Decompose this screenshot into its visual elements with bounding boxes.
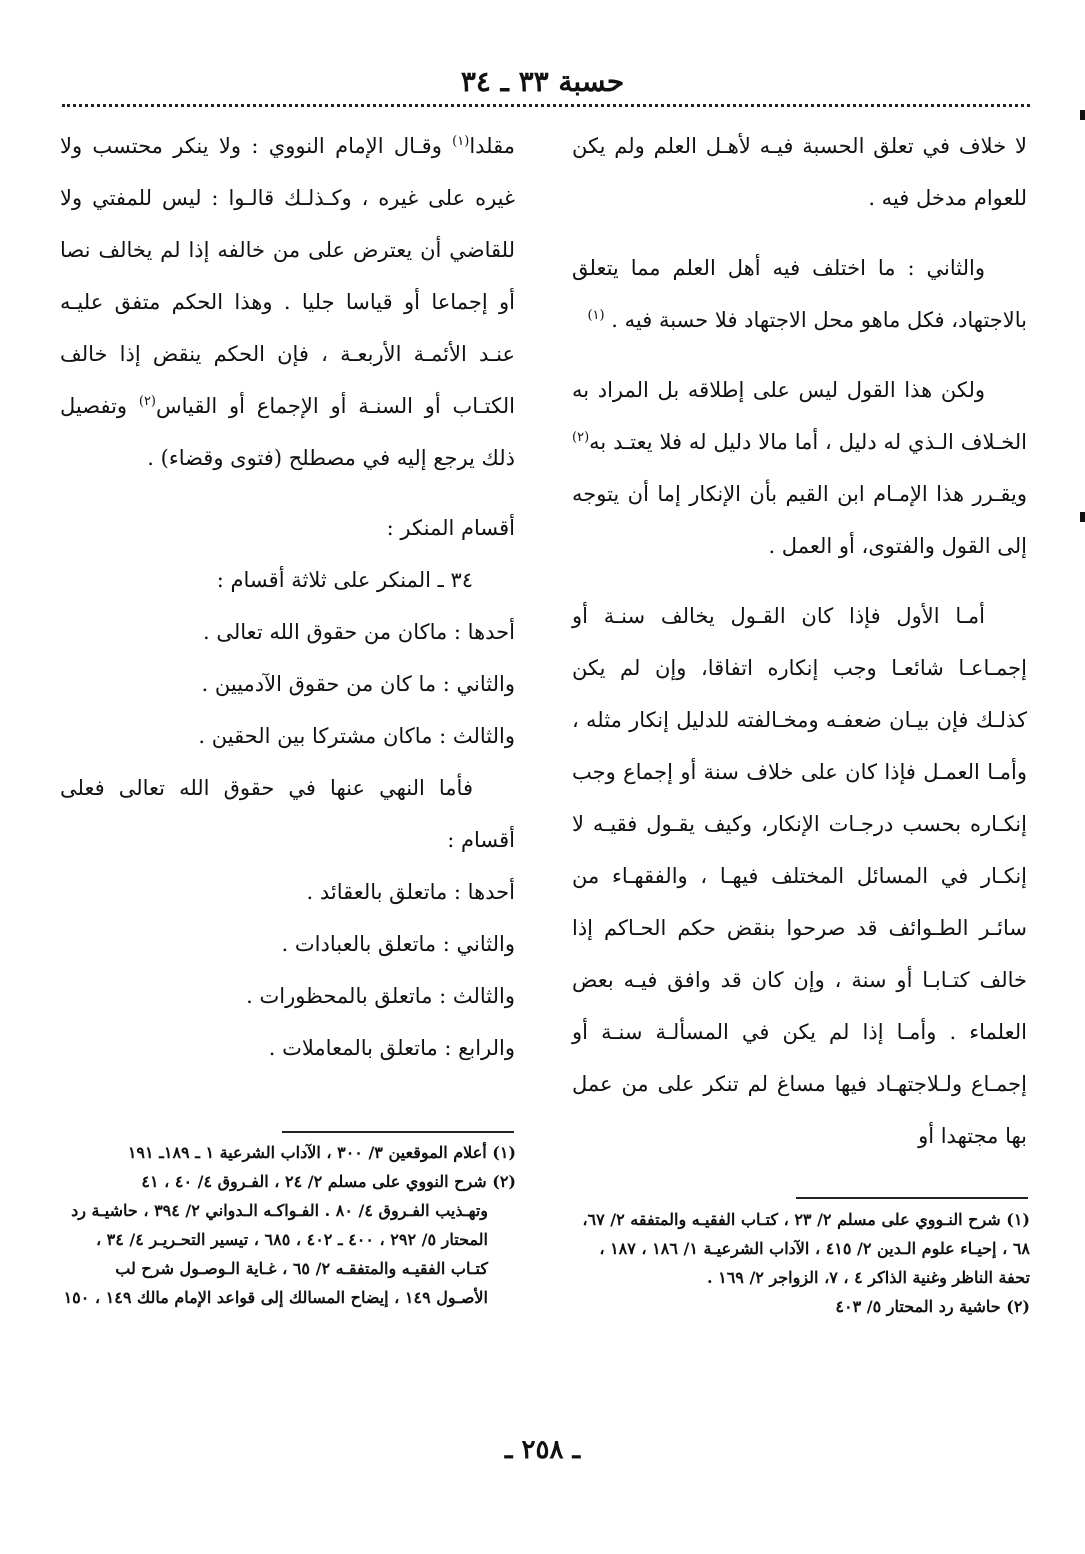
list-item: والثاني : ما كان من حقوق الآدميين . [201,672,515,696]
paragraph: لا خلاف في تعلق الحسبة فيـه لأهـل العلم ولم يكن للعوام مدخل فيه . [572,134,1027,210]
list-item: والثالث : ماتعلق بالمحظورات . [246,984,515,1008]
footnote: (١) شرح النـووي على مسلم ٢/ ٢٣ ، كتـاب الفقيـه والمتفقه ٢/ ٦٧، ٦٨ ، إحيـاء علوم الـدين ٢/ ٤١٥ ، الآداب الشرعيـة ١/ ١٨٦ ، ١٨٧ ، تحفة الناظر وغنية الذاكر ٤ ، ٧، الزواجر ٢/ ١٦٩ . [582,1210,1030,1287]
list-item: أحدها : ماكان من حقوق الله تعالى . [203,620,515,644]
list-item: والرابع : ماتعلق بالمعاملات . [268,1036,515,1060]
list-item: والثاني : ماتعلق بالعبادات . [281,932,515,956]
paragraph: أمـا الأول فإذا كان القـول يخالف سنـة أو إجمـاعـا شائعـا وجب إنكاره اتفاقا، وإن لم يكن كذلـك فإن بيـان ضعفـه ومخـالفته للدليل إنكار مثله ، وأمـا العمـل فإذا كان على خلاف سنة أو إجماع وجب إنكـاره بحسب درجـات الإنكار، وكيف يقـول فقيـه لا إنكـار في المسائل المختلف فيهـا ، والفقهـاء من سائـر الطـوائف قد صرحوا بنقض حكم الحـاكم إذا خالف كتـابـا أو سنة ، وإن كان قد وافق فيـه بعض العلماء . وأمـا إذا لم يكن في المسألـة سنـة أو إجمـاع ولـلاجتهـاد فيها مساغ لم تنكر على من عمل بها مجتهدا أو [572,604,1027,1148]
footnotes-left [60,1138,516,1312]
footnote-ref: (٢) [138,394,156,409]
list-item: أحدها : ماتعلق بالعقائد . [306,880,515,904]
list-item: والثالث : ماكان مشتركا بين الحقين . [198,724,515,748]
paragraph: ولكن هذا القول ليس على إطلاقه بل المراد به الخـلاف الـذي له دليل ، أما مالا دليل له فلا يعتـد به$^{(٢)}$ ويقـرر هذا الإمـام ابن القيم بأن الإنكار إما أن يتوجه إلى القول والفتوى، أو العمل . [572,378,1027,558]
footnote-rule [796,1197,1028,1199]
footnote: وتهـذيب الفـروق ٤/ ٨٠ . الفـواكـه الـدواني ٢/ ٣٩٤ ، حاشيـة رد المحتار ٥/ ٢٩٢ ، ٤٠٠ ـ ٤٠٢ ، ٦٨٥ ، تيسير التحـريـر ٤/ ٣٤ ، كتـاب الفقيـه والمتفقـه ٢/ ٦٥ ، غـاية الـوصـول شرح لب الأصـول ١٤٩ ، إيضاح المسالك إلى قواعد الإمام مالك ١٤٩ ، ١٥٠ [63,1201,488,1307]
category-list [60,606,515,762]
edge-mark [1080,512,1085,522]
section-heading: أقسام المنكر : [386,516,515,540]
footnote: (١) أعلام الموقعين ٣/ ٣٠٠ ، الآداب الشرعية ١ ـ ١٨٩ـ ١٩١ [127,1143,516,1162]
paragraph: والثاني : ما اختلف فيه أهل العلم مما يتعلق بالاجتهاد، فكل ماهو محل الاجتهاد فلا حسبة فيه . $^{(١)}$ [572,256,1027,332]
numbered-paragraph: ٣٤ ـ المنكر على ثلاثة أقسام : [216,568,473,592]
left-column [60,120,515,1074]
footnote: (٢) حاشية رد المحتار ٥/ ٤٠٣ [835,1297,1030,1316]
edge-mark [1080,110,1085,120]
page-header: حسبة ٣٣ ـ ٣٤ [460,65,625,98]
footnote-rule [282,1131,514,1133]
footnote: (٢) شرح النووي على مسلم ٢/ ٢٤ ، الفـروق ٤/ ٤٠ ، ٤١ [141,1172,516,1191]
header-dotted-rule [62,104,1030,107]
footnote-ref: (١) [452,134,470,149]
paragraph: مقلدا$^{(١)}$ وقـال الإمام النووي : ولا ينكر محتسب ولا غيره على غيره ، وكـذلـك قالـوا : ليس للمفتي ولا للقاضي أن يعترض على من خالفه إذا لم يخالف نصا أو إجماعا أو قياسا جليا . وهذا الحكم متفق عليـه عنـد الأئمـة الأربعـة ، فإن الحكم ينقض إذا خالف الكتـاب أو السنـة أو الإجماع أو القياس$^{(٢)}$ وتفصيل ذلك يرجع إليه في مصطلح (فتوى وقضاء) . [60,134,515,470]
footnotes-right [572,1205,1030,1321]
footnote-ref: (١) [587,308,605,323]
paragraph: فأما النهي عنها في حقوق الله تعالى فعلى أقسام : [60,776,515,852]
category-list [60,866,515,1074]
page-number: ـ ٢٥٨ ـ [504,1435,581,1465]
footnote-ref: (٢) [572,430,590,445]
right-column [572,120,1027,1162]
